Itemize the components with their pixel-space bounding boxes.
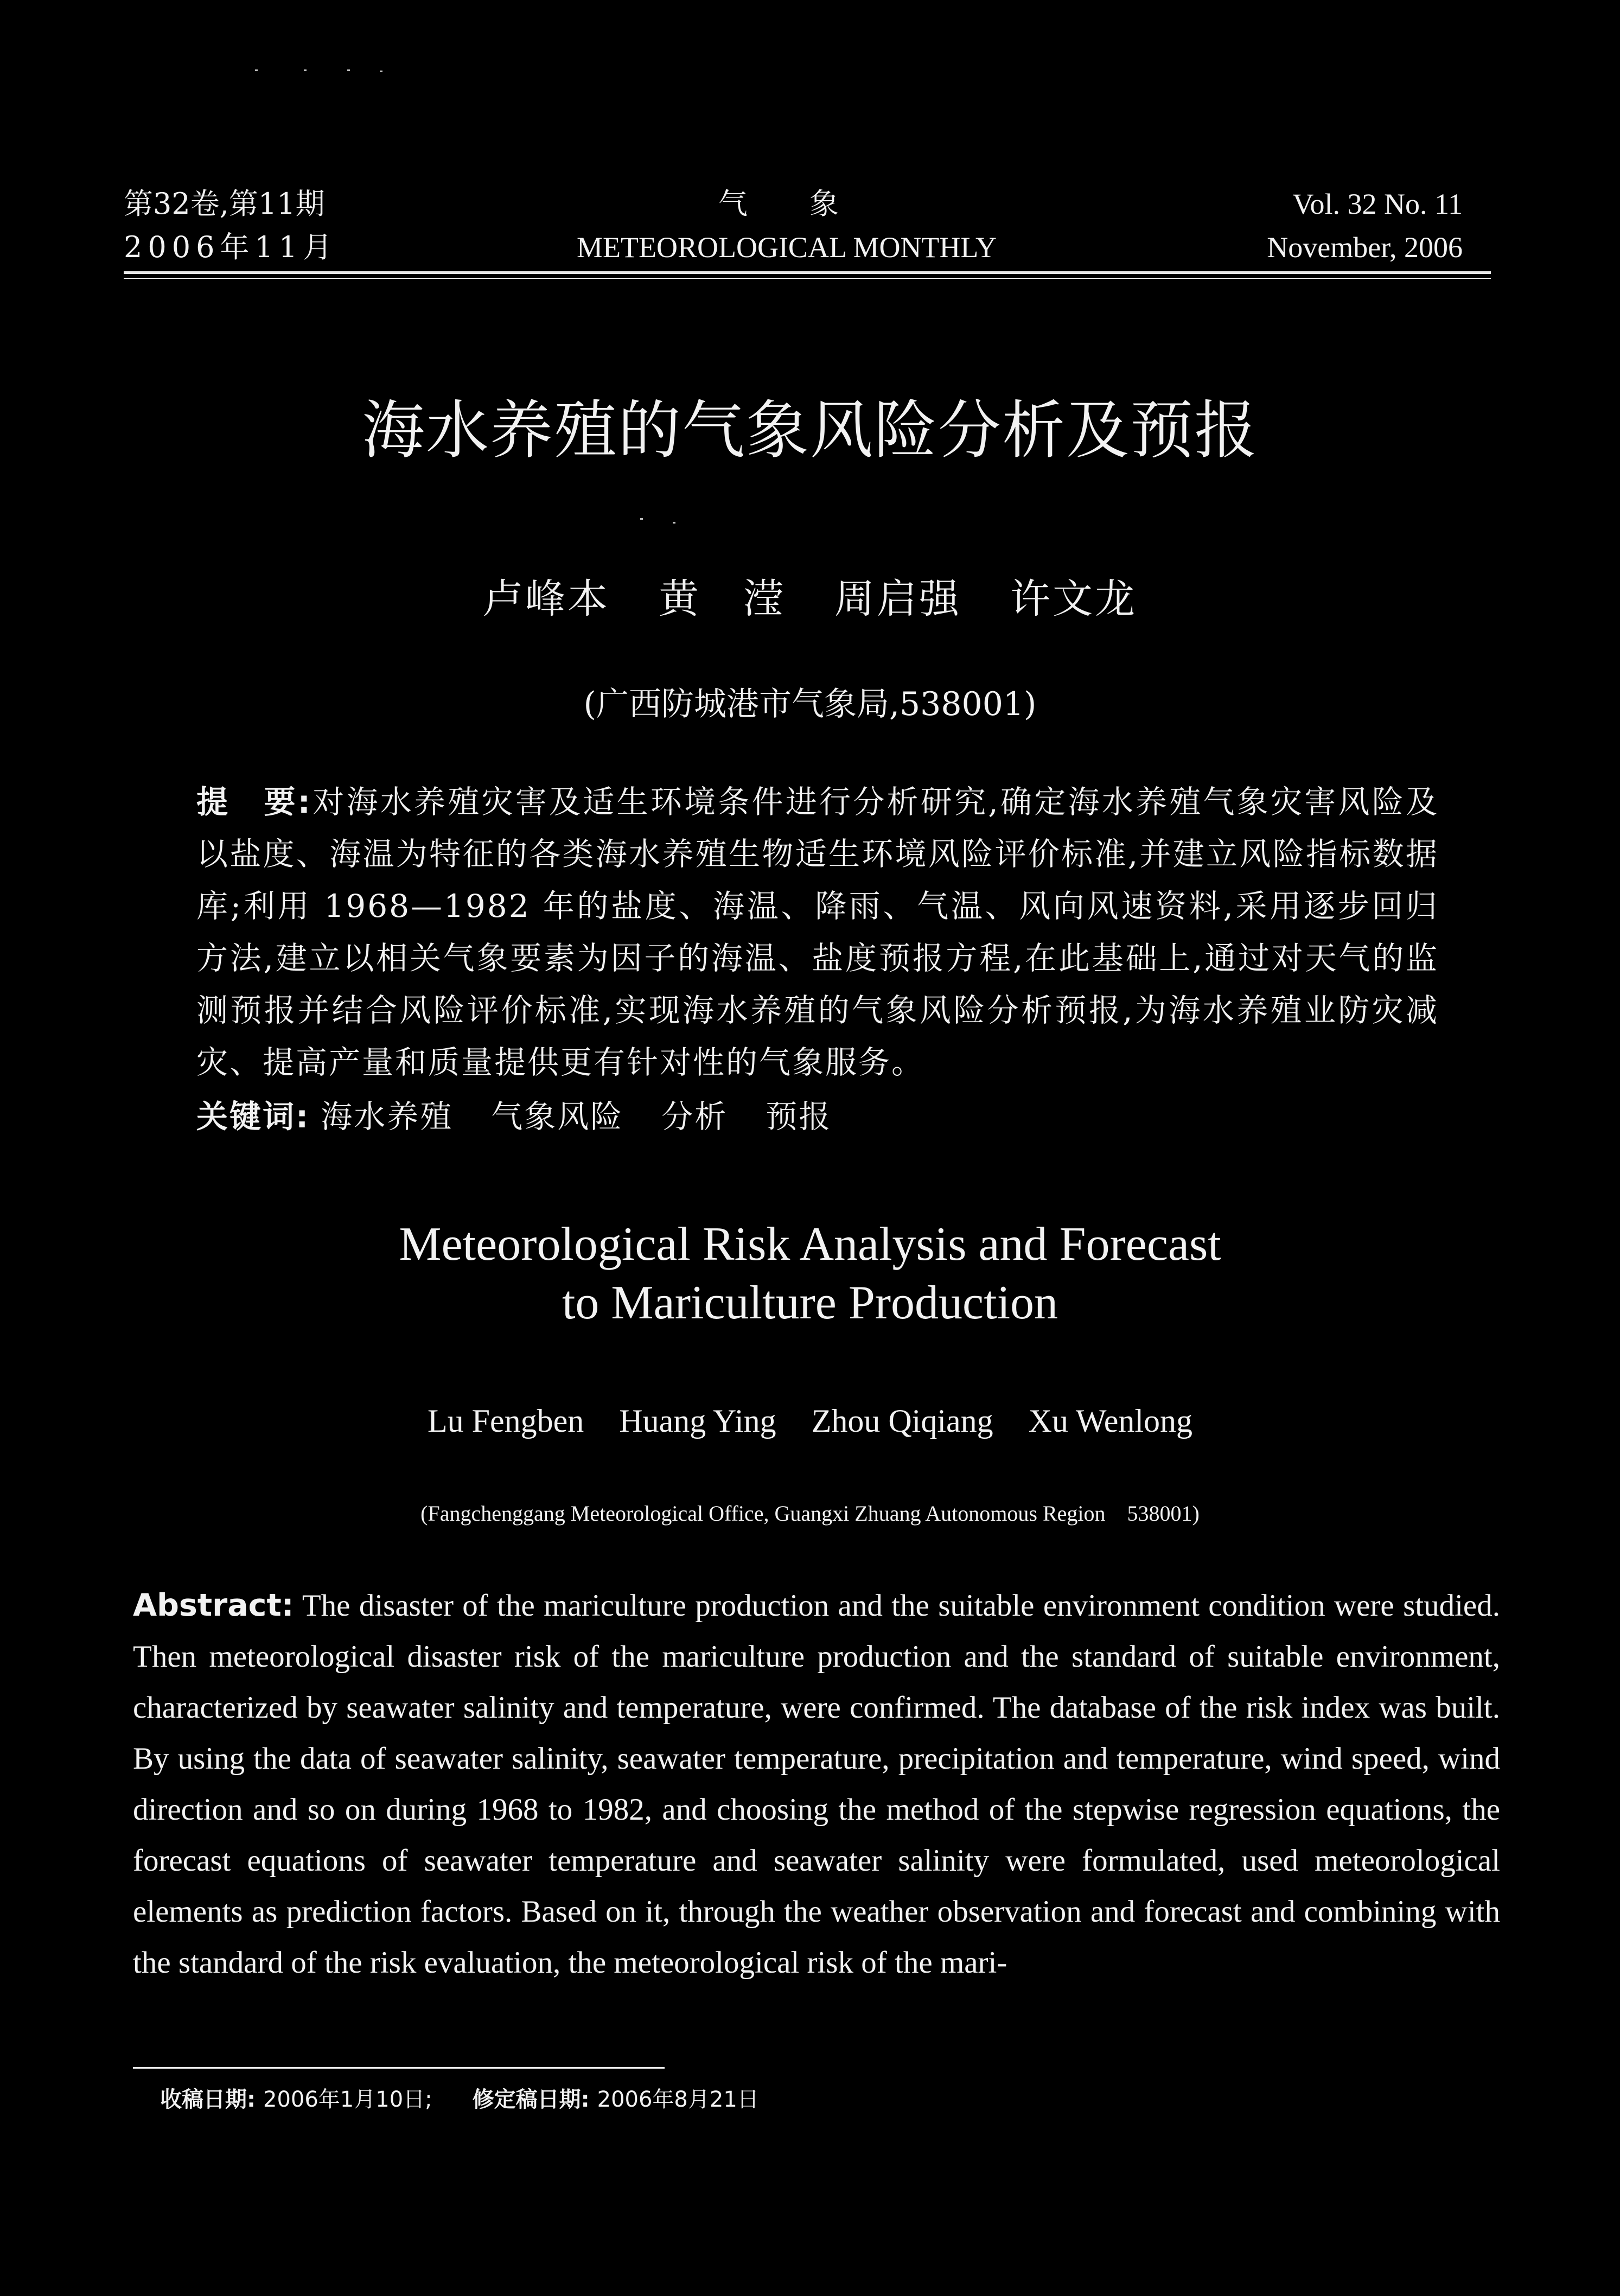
keyword-cn: 海水养殖: [321, 1098, 454, 1135]
abstract-cn-text: 对海水养殖灾害及适生环境条件进行分析研究,确定海水养殖气象灾害风险及以盐度、海温为特征的各类海水养殖生物适生环境风险评价标准,并建立风险指标数据库;利用 1968—1982 年的盐度、海温、降雨、气温、风向风速资料,采用逐步回归方法,建立以相关气象要素为因子的海温、盐度预报方程,在此基础上,通过对天气的监测预报并结合风险评价标准,实现海水养殖的气象风险分析预报,为海水养殖业防灾减灾、提高产量和质量提供更有针对性的气象服务。: [196, 783, 1439, 1081]
page-title-en-line2: to Mariculture Production: [562, 1277, 1058, 1329]
page-title-en-line1: Meteorological Risk Analysis and Forecast: [399, 1218, 1221, 1271]
header-journal-en: METEOROLOGICAL MONTHLY: [576, 231, 997, 264]
abstract-cn-label: 提 要:: [196, 783, 312, 820]
keywords-cn-label: 关键词:: [196, 1098, 310, 1135]
header-date-en: November, 2006: [1267, 231, 1463, 264]
author-cn: 周启强: [834, 576, 961, 622]
scan-speck: [255, 69, 258, 71]
author-en: Huang Ying: [619, 1403, 776, 1439]
author-en: Zhou Qiqiang: [811, 1403, 993, 1439]
abstract-en-text: The disaster of the mariculture production and the suitable environment condition were studied. Then meteorological disaster risk of the mariculture production and the standard of suitable environment, characterized by seawater salinity and temperature, were confirmed. The database of the risk index was built. By using the data of seawater salinity, seawater temperature, precipitation and temperature, wind speed, wind direction and so on during 1968 to 1982, and choosing the method of the stepwise regression equations, the forecast equations of seawater temperature and seawater salinity were formulated, used meteorological elements as prediction factors. Based on it, through the weather observation and forecast and combining with the standard of the risk evaluation, the meteorological risk of the mari-: [133, 1589, 1500, 1980]
scan-speck: [380, 71, 382, 72]
author-cn: 卢峰本: [483, 576, 610, 622]
scan-speck: [347, 69, 350, 71]
header-date-cn: 2006年11月: [124, 230, 338, 264]
page-title-en: [0, 1215, 1620, 1332]
footnote: [160, 2082, 759, 2113]
authors-cn: [0, 567, 1620, 624]
page-title-cn: 海水养殖的气象风险分析及预报: [362, 394, 1258, 467]
author-cn: 黄 滢: [659, 576, 786, 622]
author-en: Xu Wenlong: [1028, 1403, 1193, 1439]
header-rule-thick: [124, 271, 1491, 274]
abstract-en: [133, 1580, 1500, 1988]
scan-speck: [304, 69, 307, 71]
keyword-cn: 分析: [661, 1098, 728, 1135]
scan-speck: [673, 522, 675, 524]
footnote-rule: [133, 2067, 665, 2069]
authors-en: [0, 1402, 1620, 1440]
revised-date: 2006年8月21日: [597, 2087, 759, 2112]
affiliation-en: (Fangchenggang Meteorological Office, Guangxi Zhuang Autonomous Region 538001): [420, 1501, 1200, 1526]
header-rule-thin: [124, 278, 1491, 279]
header-vol-no: Vol. 32 No. 11: [1292, 188, 1463, 220]
revised-label: 修定稿日期:: [472, 2087, 590, 2112]
header-journal-cn: 气 象: [718, 187, 855, 221]
received-date: 2006年1月10日;: [263, 2087, 432, 2112]
scan-speck: [640, 518, 643, 520]
keywords-cn: [196, 1090, 1439, 1143]
header-volume: 第32卷,第11期: [124, 187, 325, 221]
abstract-cn: [196, 776, 1439, 1088]
keyword-cn: 气象风险: [491, 1098, 624, 1135]
author-en: Lu Fengben: [427, 1403, 584, 1439]
abstract-en-label: Abstract:: [133, 1587, 294, 1623]
affiliation-cn: (广西防城港市气象局,538001): [583, 685, 1037, 723]
author-cn: 许文龙: [1010, 576, 1137, 622]
keyword-cn: 预报: [766, 1098, 832, 1135]
received-label: 收稿日期:: [160, 2087, 256, 2112]
